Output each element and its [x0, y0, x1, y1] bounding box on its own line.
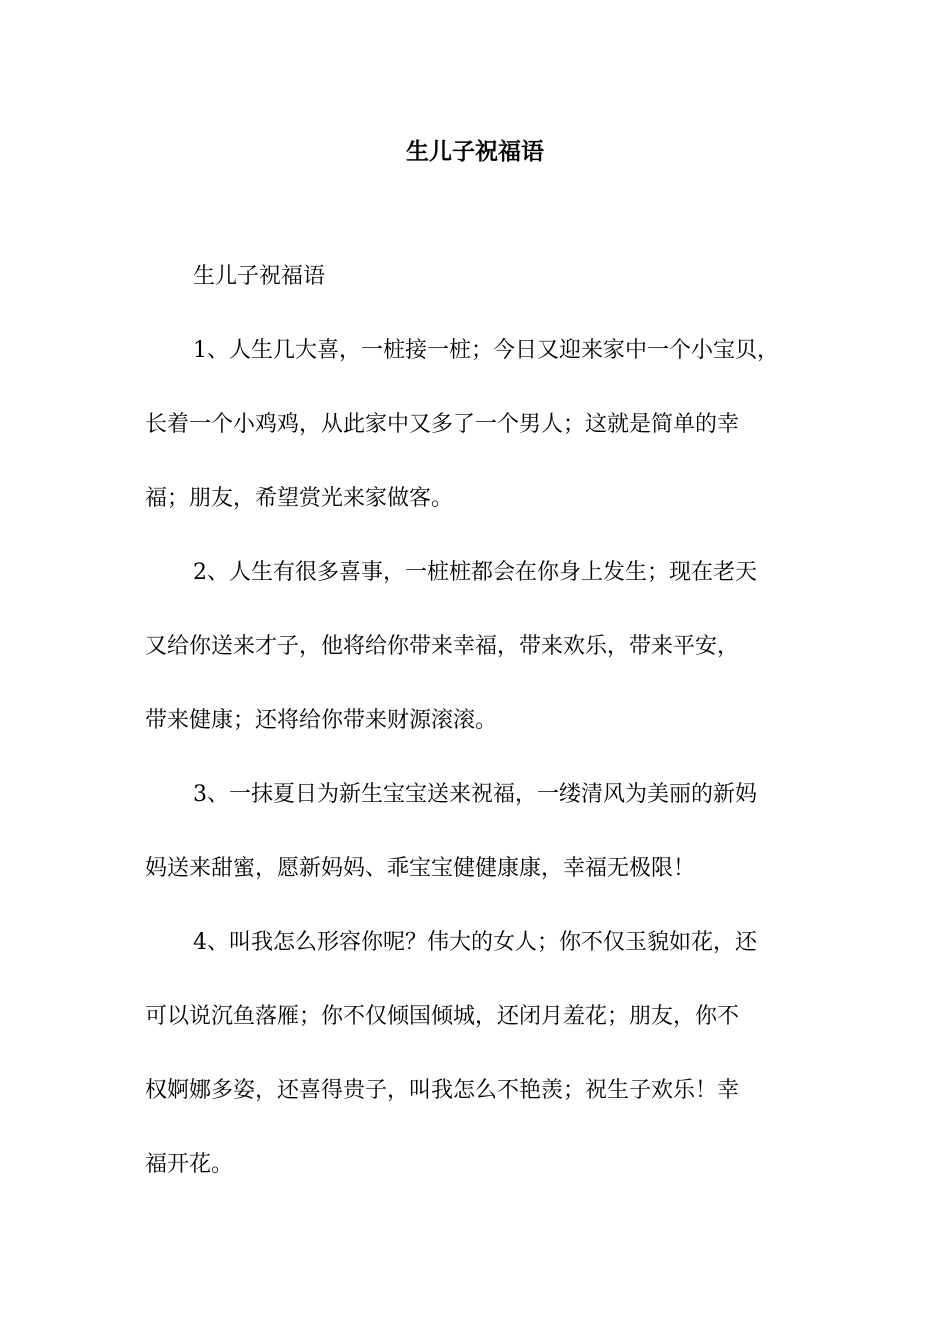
document-body — [145, 258, 815, 1220]
blessing-paragraph-2 — [145, 554, 815, 739]
blessing-paragraph-3 — [145, 776, 815, 887]
section-heading-paragraph — [145, 258, 815, 295]
paragraph-line: 2、人生有很多喜事，一桩桩都会在你身上发生；现在老天 — [193, 560, 757, 585]
paragraph-line: 妈送来甜蜜，愿新妈妈、乖宝宝健健康康，幸福无极限！ — [145, 856, 696, 881]
section-heading: 生儿子祝福语 — [193, 264, 326, 289]
document-title: 生儿子祝福语 — [406, 139, 544, 165]
paragraph-line: 福；朋友，希望赏光来家做客。 — [145, 486, 454, 511]
paragraph-line: 3、一抹夏日为新生宝宝送来祝福，一缕清风为美丽的新妈 — [193, 782, 757, 807]
blessing-paragraph-1 — [145, 332, 815, 517]
blessing-paragraph-4 — [145, 924, 815, 1183]
paragraph-line: 福开花。 — [145, 1152, 234, 1177]
paragraph-line: 带来健康；还将给你带来财源滚滚。 — [145, 708, 498, 733]
paragraph-line: 4、叫我怎么形容你呢？伟大的女人；你不仅玉貌如花，还 — [193, 930, 757, 955]
paragraph-line: 权婀娜多姿，还喜得贵子，叫我怎么不艳羡；祝生子欢乐！幸 — [145, 1078, 740, 1103]
paragraph-line: 长着一个小鸡鸡，从此家中又多了一个男人；这就是简单的幸 — [145, 412, 740, 437]
paragraph-line: 又给你送来才子，他将给你带来幸福，带来欢乐，带来平安， — [145, 634, 740, 659]
paragraph-line: 可以说沉鱼落雁；你不仅倾国倾城，还闭月羞花；朋友，你不 — [145, 1004, 740, 1029]
paragraph-line: 1、人生几大喜，一桩接一桩；今日又迎来家中一个小宝贝， — [193, 338, 779, 363]
